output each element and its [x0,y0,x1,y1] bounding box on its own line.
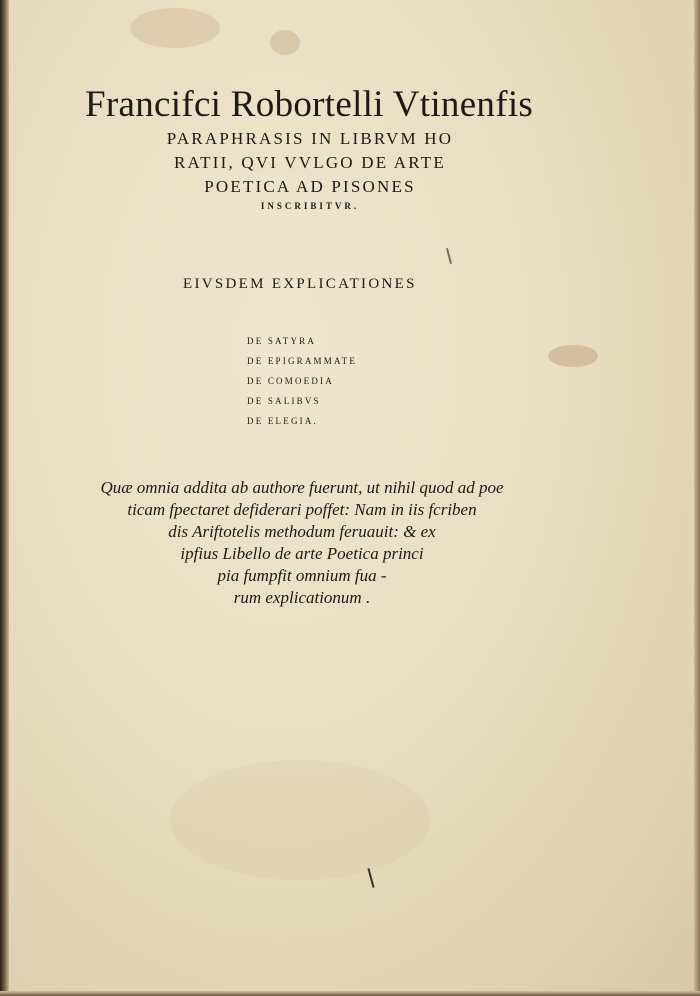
description-line: ticam fpectaret defiderari poffet: Nam in iis fcriben [127,500,477,519]
subject-item: DE COMOEDIA [247,376,334,386]
subtitle: EIVSDEM EXPLICATIONES [183,276,417,292]
title-line: RATII, QVI VVLGO DE ARTE [174,153,446,172]
page-bottom-edge [0,991,700,996]
description-line: pia fumpfit omnium fua - [217,566,387,585]
subject-item: DE SATYRA [247,336,317,346]
paper-stain [170,760,430,880]
description-paragraph [78,477,526,609]
title-block [85,83,535,213]
title-line: POETICA AD PISONES [204,177,416,196]
ink-mark [367,868,374,888]
description-line: Quæ omnia addita ab authore fuerunt, ut nihil quod ad poe [100,478,504,497]
description-line: rum explicationum . [233,588,371,607]
paper-stain [270,30,300,55]
author-title: Francifci Robortelli Vtinenfis [85,84,534,125]
subject-item: DE ELEGIA. [247,416,318,426]
subjects-list [247,331,357,431]
page-binding-edge [0,0,9,996]
paper-stain [548,345,598,367]
description-line: dis Ariftotelis methodum feruauit: & ex [168,522,436,541]
subject-item: DE SALIBVS [247,396,321,406]
ink-mark [446,248,452,264]
title-line: PARAPHRASIS IN LIBRVM HO [166,129,454,148]
title-final-line: INSCRIBITVR. [260,201,360,211]
paper-stain [130,8,220,48]
subject-item: DE EPIGRAMMATE [247,356,358,366]
description-line: ipfius Libello de arte Poetica princi [180,544,424,563]
page-right-edge [694,0,700,996]
